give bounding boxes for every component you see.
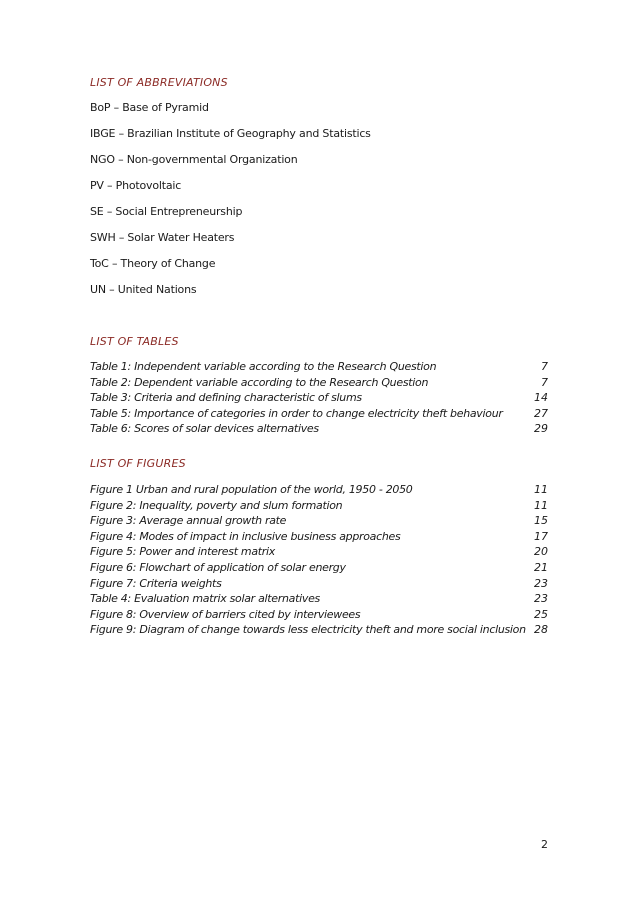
table-entry-title: Table 1: Independent variable according to the Research Question (90, 360, 437, 373)
figure-entry-page: 15 (534, 514, 548, 528)
table-entry-title: Table 6: Scores of solar devices alternatives (90, 422, 319, 436)
figure-entry-page: 25 (534, 607, 548, 621)
figure-entry[interactable] (90, 622, 548, 638)
figure-entry-page: 28 (534, 623, 548, 637)
abbreviation-item: NGO – Non-governmental Organization (90, 153, 298, 166)
table-entry-page: 7 (541, 360, 548, 373)
figure-entry[interactable] (90, 560, 548, 576)
table-entry-page: 29 (534, 422, 548, 436)
figure-entry-page: 11 (534, 498, 548, 512)
figure-entry-title: Figure 9: Diagram of change towards less electricity theft and more social inclusion (90, 623, 526, 637)
table-entry-title: Table 5: Importance of categories in order to change electricity theft behaviour (90, 406, 503, 420)
figure-entry-title: Figure 8: Overview of barriers cited by interviewees (90, 607, 361, 621)
figures-heading: LIST OF FIGURES (90, 457, 186, 470)
figure-entry[interactable] (90, 576, 548, 592)
page-number: 2 (541, 838, 548, 851)
figure-entry-page: 23 (534, 592, 548, 606)
figure-entry-title: Figure 7: Criteria weights (90, 576, 222, 590)
abbreviation-item: UN – United Nations (90, 283, 197, 296)
table-entry-title: Table 3: Criteria and defining characteristic of slums (90, 391, 362, 405)
figure-entry-title: Figure 3: Average annual growth rate (90, 514, 287, 528)
table-entry[interactable] (90, 375, 548, 391)
figure-entry-page: 17 (534, 529, 548, 543)
figure-entry[interactable] (90, 591, 548, 607)
abbreviations-heading: LIST OF ABBREVIATIONS (90, 76, 228, 89)
figure-entry-title: Figure 1 Urban and rural population of the world, 1950 - 2050 (90, 483, 413, 496)
figure-entry[interactable] (90, 482, 548, 498)
abbreviation-item: SWH – Solar Water Heaters (90, 231, 235, 244)
figure-entry-page: 23 (534, 576, 548, 590)
tables-heading: LIST OF TABLES (90, 335, 179, 348)
abbreviations-list (90, 101, 371, 309)
figure-entry-title: Figure 5: Power and interest matrix (90, 545, 275, 559)
figure-entry-title: Figure 6: Flowchart of application of solar energy (90, 560, 346, 574)
figure-entry[interactable] (90, 529, 548, 545)
abbreviation-item: BoP – Base of Pyramid (90, 101, 209, 114)
abbreviation-item: PV – Photovoltaic (90, 179, 182, 192)
figure-entry-title: Figure 2: Inequality, poverty and slum formation (90, 498, 343, 512)
abbreviation-item: SE – Social Entrepreneurship (90, 205, 243, 218)
table-entry-page: 14 (534, 391, 548, 405)
figure-entry[interactable] (90, 498, 548, 514)
abbreviation-item: ToC – Theory of Change (90, 257, 216, 270)
table-entry[interactable] (90, 359, 548, 375)
table-entry-page: 27 (534, 406, 548, 420)
table-entry-page: 7 (541, 375, 548, 389)
figure-entry-page: 21 (534, 560, 548, 574)
table-entry-title: Table 2: Dependent variable according to the Research Question (90, 375, 429, 389)
table-entry[interactable] (90, 421, 548, 437)
tables-list (90, 359, 548, 437)
table-entry[interactable] (90, 390, 548, 406)
figure-entry[interactable] (90, 544, 548, 560)
figure-entry-page: 20 (534, 545, 548, 559)
figure-entry-page: 11 (534, 483, 548, 496)
figures-list (90, 482, 548, 638)
figure-entry-title: Table 4: Evaluation matrix solar alternatives (90, 592, 320, 606)
figure-entry[interactable] (90, 607, 548, 623)
abbreviation-item: IBGE – Brazilian Institute of Geography and Statistics (90, 127, 371, 140)
figure-entry-title: Figure 4: Modes of impact in inclusive business approaches (90, 529, 401, 543)
table-entry[interactable] (90, 406, 548, 422)
figure-entry[interactable] (90, 513, 548, 529)
